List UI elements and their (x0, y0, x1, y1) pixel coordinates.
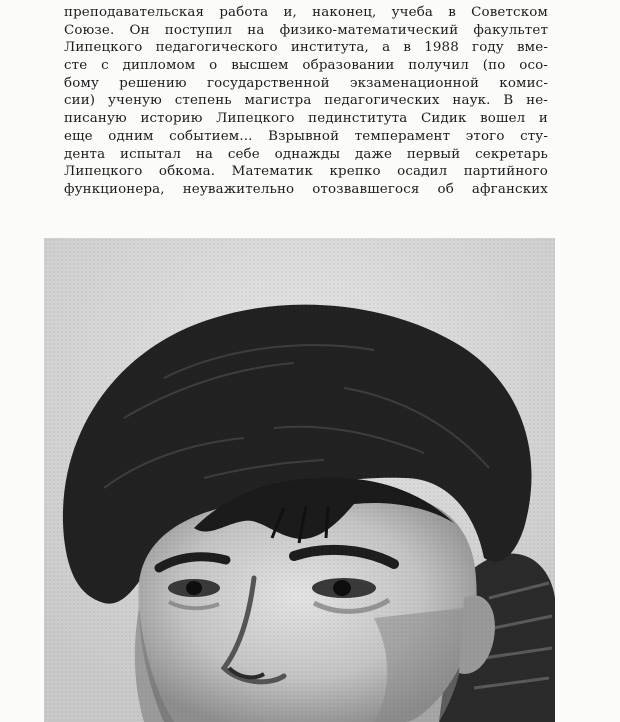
text-line: еще одним событием... Взрывной темперамент этого сту- (64, 128, 548, 144)
text-line: сте с дипломом о высшем образовании получил (по осо- (64, 58, 548, 74)
text-line: сии) ученую степень магистра педагогических наук. В не- (64, 93, 548, 109)
text-line: функционера, неуважительно отозвавшегося об афганских (64, 181, 548, 197)
text-line: Липецкого педагогического института, а в 1988 году вме- (64, 40, 548, 56)
text-line: писаную историю Липецкого пединститута Сидик вошел и (64, 111, 548, 127)
text-line: дента испытал на себе однажды даже первый секретарь (64, 146, 548, 162)
portrait-photo-image (44, 238, 555, 722)
article-paragraph (64, 4, 548, 199)
portrait-photo (44, 238, 555, 722)
text-line: Липецкого обкома. Математик крепко осадил партийного (64, 164, 548, 180)
text-line: бому решению государственной экзаменационной комис- (64, 75, 548, 91)
text-line: преподавательская работа и, наконец, учеба в Советском (64, 5, 548, 20)
text-line: Союзе. Он поступил на физико-математический факультет (64, 22, 548, 38)
